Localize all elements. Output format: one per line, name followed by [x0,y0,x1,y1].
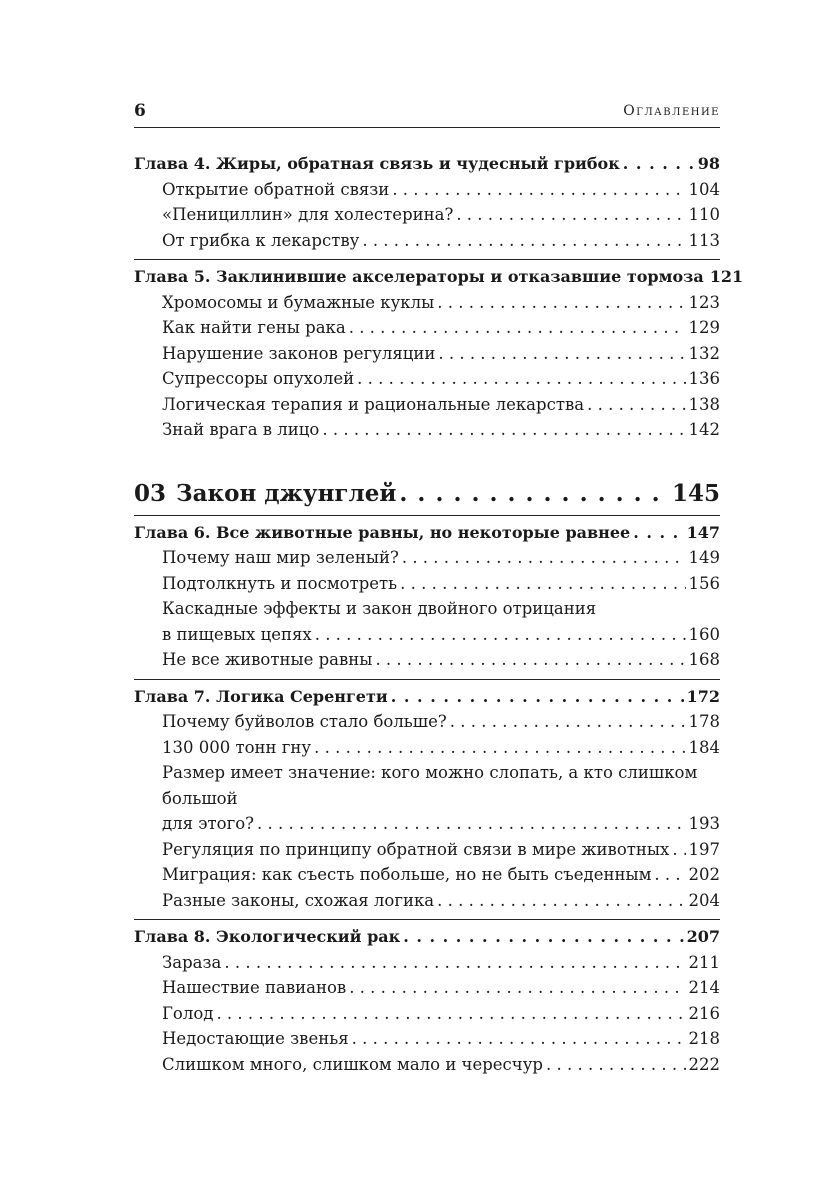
toc-section[interactable] [134,709,720,735]
section-page: 222 [688,1054,720,1074]
toc-section[interactable] [134,811,720,837]
chapter-page: 207 [686,927,720,946]
chapter-6-block [134,515,720,673]
section-title: для этого? [162,814,255,833]
dot-leader [672,837,685,863]
dot-leader [391,684,684,710]
section-title: Супрессоры опухолей [162,369,355,388]
toc-section[interactable] [134,202,720,228]
section-page: 216 [688,1003,720,1023]
section-title: Миграция: как съесть побольше, но не быть съеденным [162,865,652,884]
section-page: 214 [688,978,720,997]
section-title: Нарушение законов регуляции [162,343,436,363]
part-title: Закон джунглей [176,479,397,507]
toc-section[interactable] [134,975,720,1001]
toc-chapter-7[interactable] [134,684,720,710]
toc-chapter-8[interactable] [134,924,720,950]
chapter-page: 147 [686,522,720,542]
dot-leader [224,950,685,976]
section-title: Зараза [162,952,222,972]
toc-section[interactable] [134,622,720,648]
toc-section[interactable] [134,862,720,888]
toc-section[interactable] [134,1026,720,1052]
dot-leader [587,392,685,418]
section-title: Недостающие звенья [162,1029,349,1048]
chapter-title: Глава 7. Логика Серенгети [134,686,388,706]
section-title: Логическая терапия и рациональные лекарства [162,394,585,414]
section-title: Слишком много, слишком мало и чересчур [162,1054,543,1074]
dot-leader [654,862,685,888]
section-page: 110 [688,205,720,224]
section-page: 129 [688,318,720,337]
dot-leader [314,735,685,761]
chapter-5-block [134,259,744,443]
section-page: 218 [688,1029,720,1048]
dot-leader [315,622,686,648]
dot-leader [438,341,685,367]
section-title: 130 000 тонн гну [162,737,312,757]
section-title: Почему наш мир зеленый? [162,548,399,567]
dot-leader [357,366,685,392]
section-page: 202 [688,865,720,884]
section-page: 123 [688,292,720,312]
chapter-4-block [134,151,720,253]
section-page: 211 [688,952,720,972]
dot-leader [375,647,685,673]
section-title: Голод [162,1003,214,1023]
toc-part-3[interactable] [134,479,720,509]
section-page: 178 [688,712,720,731]
toc-section[interactable] [134,290,720,316]
toc-section[interactable] [134,228,720,254]
section-title: в пищевых цепях [162,624,312,644]
section-page: 132 [688,343,720,363]
table-of-contents [134,151,744,1077]
section-page: 168 [688,650,720,669]
header-rule [134,127,720,128]
section-title: Нашествие павианов [162,978,347,997]
section-page: 138 [688,394,720,414]
chapter-page: 121 [709,267,744,286]
running-head: Оглавление [623,103,720,119]
toc-section[interactable] [134,341,720,367]
dot-leader [352,1026,686,1052]
chapter-7-block [134,679,720,914]
toc-section[interactable] [134,315,720,341]
toc-section[interactable] [134,1052,720,1078]
section-title: Подтолкнуть и посмотреть [162,573,398,593]
section-page: 184 [688,737,720,757]
section-page: 142 [688,420,720,439]
dot-leader [400,571,685,597]
toc-section[interactable] [134,647,720,673]
section-title: Регуляция по принципу обратной связи в мире животных [162,839,670,859]
dot-leader [392,177,685,203]
section-title: Хромосомы и бумажные куклы [162,292,435,312]
section-title: Открытие обратной связи [162,179,390,199]
toc-section[interactable] [134,950,720,976]
chapter-8-block [134,919,720,1077]
section-page: 113 [688,230,720,250]
section-page: 193 [688,814,720,833]
toc-chapter-5[interactable] [134,264,744,290]
toc-section[interactable] [134,735,720,761]
toc-section[interactable] [134,1001,720,1027]
section-title: «Пенициллин» для холестерина? [162,205,454,224]
section-title-line-1: Размер имеет значение: кого можно слопать, а кто слишком большой [162,763,698,808]
toc-section[interactable] [134,837,720,863]
chapter-title: Глава 4. Жиры, обратная связь и чудесный грибок [134,154,620,173]
dot-leader [546,1052,686,1078]
section-page: 160 [688,624,720,644]
chapter-title: Глава 5. Заклинившие акселераторы и отказавшие тормоза [134,267,704,286]
section-title: Не все животные равны [162,650,373,669]
dot-leader [450,709,686,735]
toc-chapter-6[interactable] [134,520,720,546]
dot-leader [402,545,686,571]
toc-section[interactable] [134,177,720,203]
chapter-page: 172 [686,686,720,706]
toc-section[interactable] [134,888,720,914]
dot-leader [362,228,685,254]
chapter-title: Глава 8. Экологический рак [134,927,401,946]
dot-leader [633,520,683,546]
section-page: 156 [688,573,720,593]
section-page: 136 [688,369,720,388]
dot-leader [349,315,686,341]
section-title: Как найти гены рака [162,318,346,337]
dot-leader [322,417,685,443]
part-page: 145 [671,479,720,507]
dot-leader [216,1001,685,1027]
toc-section[interactable] [134,417,720,443]
dot-leader [456,202,685,228]
toc-section[interactable] [134,571,720,597]
section-page: 104 [688,179,720,199]
part-number: 03 [134,479,167,507]
toc-section[interactable] [134,392,720,418]
dot-leader [437,888,685,914]
dot-leader [437,290,685,316]
toc-section[interactable] [134,366,720,392]
section-page: 149 [688,548,720,567]
toc-section[interactable] [134,545,720,571]
page-number: 6 [134,101,146,121]
dot-leader [623,151,695,177]
dot-leader [399,479,669,509]
section-title-line-1: Каскадные эффекты и закон двойного отрицания [162,599,597,618]
dot-leader [403,924,683,950]
section-title: Разные законы, схожая логика [162,890,435,910]
dot-leader [257,811,685,837]
section-title: От грибка к лекарству [162,230,360,250]
toc-chapter-4[interactable] [134,151,720,177]
section-page: 197 [688,839,720,859]
section-title: Знай врага в лицо [162,420,320,439]
chapter-title: Глава 6. Все животные равны, но некоторые равнее [134,522,631,542]
section-title: Почему буйволов стало больше? [162,712,447,731]
chapter-page: 98 [697,154,720,173]
dot-leader [349,975,685,1001]
section-page: 204 [688,890,720,910]
